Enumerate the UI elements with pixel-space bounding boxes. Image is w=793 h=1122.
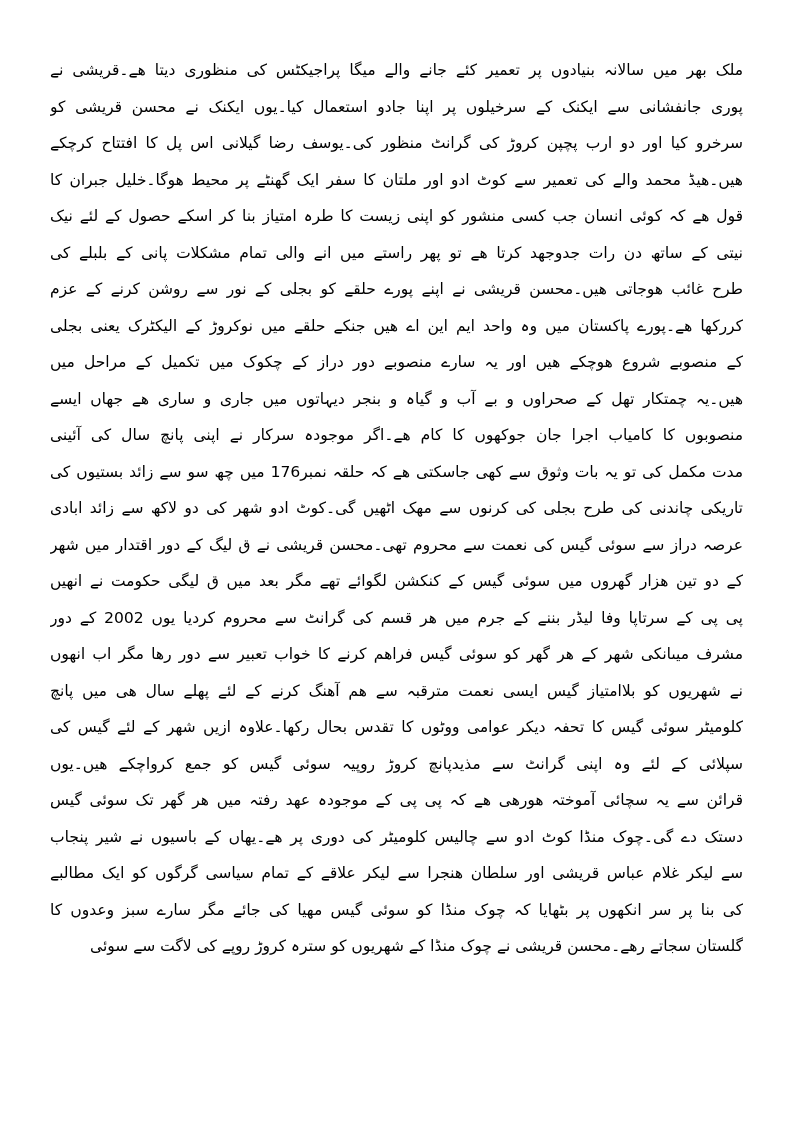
text-line: پوری جانفشانی سے ایکنک کے سرخیلوں پر اپنا جادو استعمال کیا۔یوں ایکنک نے محسن قریشی کو <box>50 97 743 116</box>
text-line: سے لیکر غلام عباس قریشی اور سلطان ھنجرا سے لیکر علاقے کے تمام سیاسی گرگوں کو ایک مطالبے <box>50 864 743 882</box>
text-line: کے منصوبے شروع ھوچکے ھیں اور یہ سارے منصوبے دور دراز کے چکوک میں تکمیل کے مراحل میں <box>50 353 743 371</box>
text-line: گلستان سجاتے رھے۔محسن قریشی نے چوک منڈا کے شھریوں کو سترہ کروڑ روپے کی لاگت سے سوئی <box>90 937 743 955</box>
text-line: طرح غائب ھوجاتی ھیں۔محسن قریشی نے اپنے پورے حلقے کو بجلی کے نور سے روشن کرنے کے عزم <box>50 280 743 298</box>
text-line: ھیں۔یہ چمتکار تھل کے صحراوں و بے آب و گیاہ و بنجر دیہاتوں میں جاری و ساری ھے جھاں ایسے <box>50 389 743 408</box>
text-line: قرائن سے یہ سچائی آموختہ ھورھی ھے کہ پی پی کے موجودہ عھد رفتہ میں ھر گھر تک سوئی گیس <box>50 791 743 809</box>
text-line: عرصہ دراز سے سوئی گیس کی نعمت سے محروم تھی۔محسن قریشی نے ق لیگ کے دور اقتدار میں شھر <box>50 535 743 554</box>
text-line: سرخرو کیا اور دو ارب پچپن کروڑ کی گرانٹ منظور کی۔یوسف رضا گیلانی اس پل کا افتتاح کرچکے <box>50 134 743 152</box>
text-line: منصوبوں کا کامیاب اجرا جان جوکھوں کا کام ھے۔اگر موجودہ سرکار نے اپنی پانچ سال کی آئینی <box>50 426 743 444</box>
text-line: تاریکی چاندنی کی طرح بجلی کی کرنوں سے مھک اٹھیں گی۔کوٹ ادو شھر کی دو لاکھ سے زائد ابادی <box>50 499 743 517</box>
urdu-article-body <box>50 52 743 965</box>
text-line: قول ھے کہ کوئی انسان جب کسی منشور کو اپنی زیست کا طرہ امتیاز بنا کر اسکے حصول کے لئے نیک <box>50 207 743 225</box>
text-line: ملک بھر میں سالانہ بنیادوں پر تعمیر کئے جانے والے میگا پراجیکٹس کی منظوری دیتا ھے۔قریشی نے <box>50 61 743 79</box>
text-line: کی بنا پر سر انکھوں پر بٹھایا کہ چوک منڈا کو سوئی گیس مھیا کی جائے مگر سارے سبز وعدوں کا <box>50 900 743 919</box>
text-line: نے شھریوں کو بلاامتیاز گیس ایسی نعمت مترقبہ سے ھم آھنگ کرنے کے لئے پھلے سال ھی میں پانچ <box>50 681 743 700</box>
text-line: سپلائی کے لئے وہ اپنی گرانٹ سے مذیدپانچ کروڑ روپیہ سوئی گیس کو جمع کرواچکے ھیں۔یوں <box>50 754 743 773</box>
text-line: کے دو تین ھزار گھروں میں سوئی گیس کے کنکشن لگوائے تھے مگر بعد میں ق لیگی حکومت نے انھیں <box>50 572 743 590</box>
text-line: دستک دے گی۔چوک منڈا کوٹ ادو سے چالیس کلومیٹر کی دوری پر ھے۔یھاں کے باسیوں نے شیر پنجاب <box>50 827 743 846</box>
text-line: پی پی کے سرتاپا وفا لیڈر بننے کے جرم میں ھر قسم کی گرانٹ سے محروم کردیا یوں 2002 کے دور <box>50 608 743 627</box>
text-line: مشرف میںانکی شھر کے ھر گھر کو سوئی گیس فراھم کرنے کا خواب تعبیر سے دور رھا مگر اب انھوں <box>50 645 743 663</box>
text-line: کلومیٹر سوئی گیس کا تحفہ دیکر عوامی ووٹوں کا تقدس بحال رکھا۔علاوہ ازیں شھر کے لئے گیس کی <box>50 718 743 736</box>
text-line: مدت مکمل کی تو یہ بات وثوق سے کھی جاسکتی ھے کہ حلقہ نمبر176 میں چھ سو سے زائد بستیوں کی <box>50 462 743 481</box>
text-line: نیتی کے ساتھ دن رات جدوجھد کرتا ھے تو پھر راستے میں انے والی تمام مشکلات پانی کے بلبلے کی <box>50 243 743 262</box>
text-line: کررکھا ھے۔پورے پاکستان میں وہ واحد ایم این اے ھیں جنکے حلقے میں نوکروڑ کے الیکٹرک یعنی بجلی <box>50 316 743 335</box>
text-line: ھیں۔ھیڈ محمد والے کی تعمیر سے کوٹ ادو اور ملتان کا سفر ایک گھنٹے پر محیط ھوگا۔خلیل جبران کا <box>50 170 743 189</box>
